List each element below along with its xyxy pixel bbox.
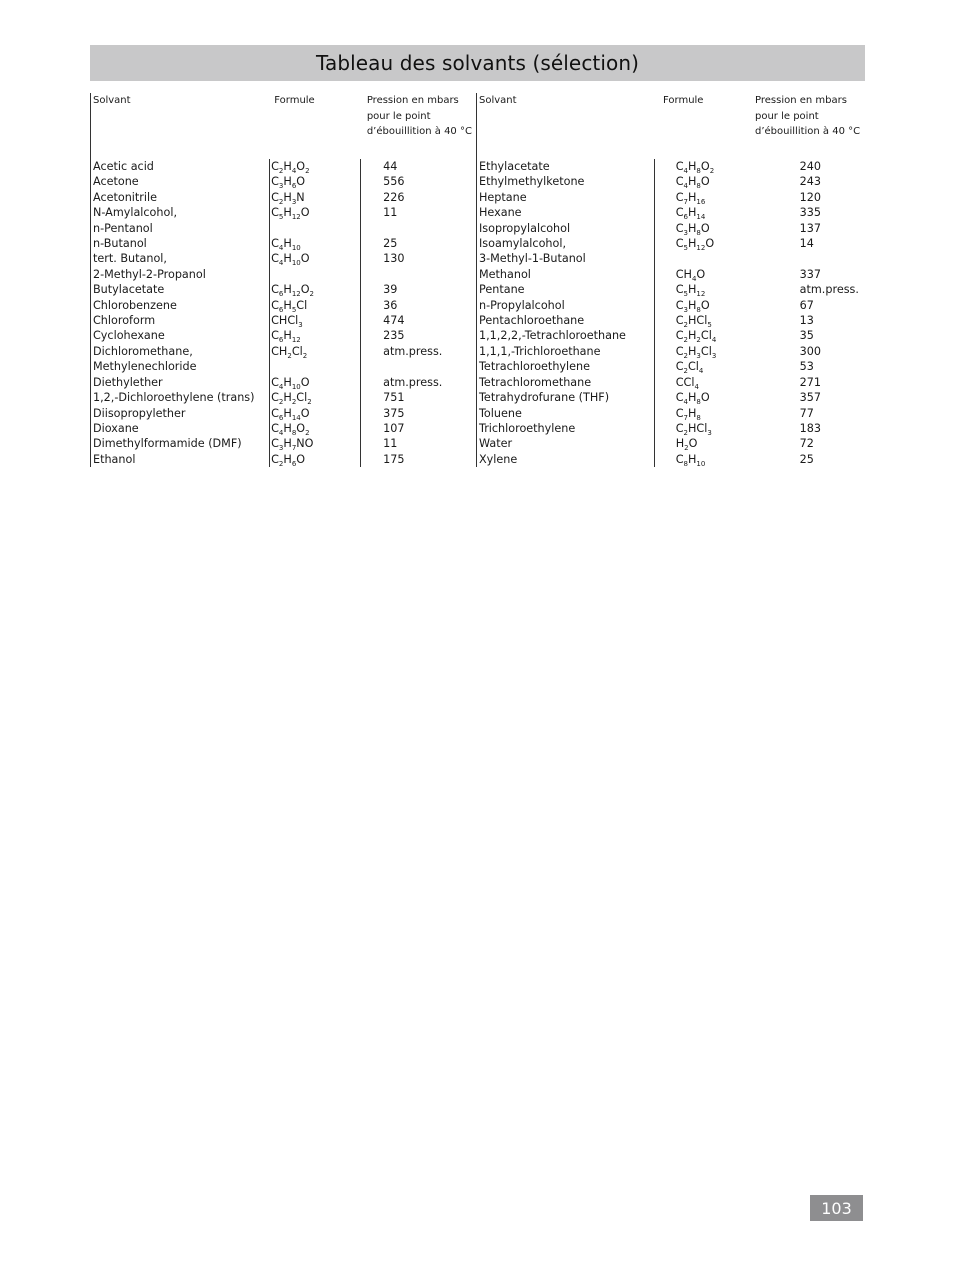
header-pression-line-2: pour le point: [755, 110, 819, 122]
table-row: [477, 452, 868, 467]
solvent-name-line: Methylenechloride: [93, 360, 197, 374]
solvent-formula: CCl$_4$: [654, 375, 800, 390]
solvent-name-line: n-Butanol: [93, 237, 147, 251]
solvent-name: [91, 328, 269, 343]
solvent-formula: $C_3H_7NO$: [269, 436, 360, 451]
solvent-formula: $C_6H_{12}O_2$: [269, 282, 360, 297]
solvent-pressure: atm.press.: [360, 344, 474, 375]
table-row: [91, 452, 474, 467]
header-solvant: Solvant: [479, 95, 517, 106]
solvent-name: [91, 390, 269, 405]
solvent-name-line: Chlorobenzene: [93, 298, 177, 312]
header-formule: Formule: [274, 95, 315, 106]
solvent-name-line: n-Pentanol: [93, 221, 153, 235]
table-row: [91, 436, 474, 451]
table-row: [91, 190, 474, 205]
header-solvant: Solvant: [93, 95, 131, 106]
solvent-name-line: Tetrachloromethane: [479, 375, 592, 389]
solvent-name: [477, 406, 654, 421]
solvent-name-line: Chloroform: [93, 314, 156, 328]
header-pression: [367, 93, 474, 159]
solvent-pressure: 11: [360, 205, 474, 236]
solvent-name: [91, 282, 269, 297]
table-row: [91, 406, 474, 421]
solvent-formula: $CH_4O$: [654, 267, 800, 282]
solvent-pressure: 53: [799, 360, 814, 374]
solvent-name-line: 2-Methyl-2-Propanol: [93, 267, 206, 281]
solvent-name: [477, 174, 654, 189]
solvent-name: [91, 251, 269, 282]
solvent-name-line: Cyclohexane: [93, 329, 165, 343]
solvent-name: [477, 313, 654, 328]
solvent-formula: CHCl$_3$: [269, 313, 360, 328]
table-row: [477, 190, 868, 205]
solvent-name-line: Trichloroethylene: [479, 421, 576, 435]
solvent-formula: $C_2H_2Cl_2$: [269, 390, 360, 405]
solvent-name-line: Pentane: [479, 283, 525, 297]
table-row: [477, 436, 868, 451]
solvent-pressure: atm.press.: [799, 283, 859, 297]
solvent-formula: $C_7H_{16}$: [654, 190, 800, 205]
solvent-name: [477, 221, 654, 236]
solvent-name-line: 1,1,1,-Trichloroethane: [479, 344, 601, 358]
solvent-pressure: 243: [799, 175, 822, 189]
solvent-name-line: Dioxane: [93, 421, 139, 435]
solvent-formula: $C_6H_5Cl$: [269, 298, 360, 313]
solvent-pressure: 67: [799, 298, 814, 312]
solvent-formula: $C_5H_{12}O$: [654, 236, 800, 267]
table-row: [91, 251, 474, 282]
solvent-name-line: Tetrachloroethylene: [479, 360, 590, 374]
solvent-pressure: 13: [799, 314, 814, 328]
table-row: [477, 205, 868, 220]
table-row: [477, 390, 868, 405]
solvent-formula: $C_5H_{12}O$: [269, 205, 360, 236]
table-row: [477, 375, 868, 390]
solvent-formula: $C_4H_8O$: [654, 174, 800, 189]
solvent-name-line: 1,1,2,2,-Tetrachloroethane: [479, 329, 626, 343]
table-row: [477, 298, 868, 313]
solvent-formula: $C_2HCl_3$: [654, 421, 800, 436]
solvent-name-line: tert. Butanol,: [93, 252, 167, 266]
solvent-name-line: n-Propylalcohol: [479, 298, 565, 312]
header-pression-line-3: d’ébouillition à 40 °C: [366, 126, 472, 137]
solvent-name: [477, 282, 654, 297]
solvent-pressure: 335: [799, 206, 822, 220]
table-row: [477, 359, 868, 374]
solvent-name: [477, 452, 654, 467]
page-number: 103: [810, 1195, 863, 1221]
solvent-name-line: Diisopropylether: [93, 406, 186, 420]
table-row: [477, 344, 868, 359]
solvent-pressure: 11: [360, 436, 474, 451]
solvent-pressure: 474: [360, 313, 474, 328]
solvent-formula: $C_7H_8$: [654, 406, 800, 421]
solvent-pressure: 337: [799, 267, 822, 281]
solvent-name: [91, 344, 269, 375]
solvent-name-line: Isoamylalcohol,: [479, 237, 567, 251]
solvent-name: [477, 190, 654, 205]
solvent-name: [477, 267, 654, 282]
solvent-pressure: 107: [360, 421, 474, 436]
table-row: [477, 406, 868, 421]
solvent-pressure: 36: [360, 298, 474, 313]
header-pression-line-2: pour le point: [366, 110, 431, 122]
solvent-pressure: 137: [799, 221, 822, 235]
solvent-formula: $C_2Cl_4$: [654, 359, 800, 374]
solvent-pressure: 271: [799, 375, 822, 389]
solvent-name-line: Dimethylformamide (DMF): [93, 437, 242, 451]
solvent-name: [91, 313, 269, 328]
solvent-table-right: [476, 93, 868, 467]
table-header: [90, 93, 474, 159]
header-pression: [755, 93, 865, 159]
solvent-pressure: 235: [360, 328, 474, 343]
solvent-formula: $C_3H_8O$: [654, 298, 800, 313]
solvent-name: [91, 190, 269, 205]
solvent-pressure: 226: [360, 190, 474, 205]
solvent-name: [477, 359, 654, 374]
solvent-formula: $CH_2Cl_2$: [269, 344, 360, 375]
solvent-name-line: Butylacetate: [93, 283, 165, 297]
solvent-name-line: Tetrahydrofurane (THF): [479, 391, 610, 405]
solvent-formula: $C_2H_6O$: [269, 452, 360, 467]
solvent-formula: $C_6H_{14}O$: [269, 406, 360, 421]
solvent-formula: $H_2O$: [654, 436, 800, 451]
solvent-name-line: Toluene: [479, 406, 522, 420]
solvent-pressure: 14: [799, 237, 814, 251]
solvent-name: [477, 344, 654, 359]
header-pression-line-3: d’ébouillition à 40 °C: [755, 126, 861, 137]
solvent-formula: $C_2H_3N$: [269, 190, 360, 205]
solvent-name: [91, 452, 269, 467]
solvent-name-line: Methanol: [479, 267, 531, 281]
solvent-name: [477, 236, 654, 267]
table-row: [477, 174, 868, 189]
solvent-name: [91, 205, 269, 236]
solvent-pressure: 175: [360, 452, 474, 467]
solvent-name-line: Ethylacetate: [479, 160, 550, 173]
solvent-formula: $C_6H_{12}$: [269, 328, 360, 343]
solvent-formula: $C_2HCl_5$: [654, 313, 800, 328]
table-row: [91, 282, 474, 297]
solvent-name-line: Hexane: [479, 206, 522, 220]
solvent-name: [91, 375, 269, 390]
solvent-name-line: Diethylether: [93, 375, 163, 389]
table-row: [91, 174, 474, 189]
solvent-pressure: 751: [360, 390, 474, 405]
solvent-formula: $C_2H_2Cl_4$: [654, 328, 800, 343]
solvent-name-line: Ethylmethylketone: [479, 175, 585, 189]
solvent-name-line: 1,2,-Dichloroethylene (trans): [93, 391, 255, 405]
table-row: [91, 390, 474, 405]
solvent-name: [477, 421, 654, 436]
solvent-name-line: Acetic acid: [93, 160, 154, 173]
table-row: [91, 344, 474, 375]
solvent-formula: $C_4H_{10}O$: [269, 375, 360, 390]
table-row: [91, 313, 474, 328]
solvent-name: [91, 298, 269, 313]
solvent-pressure: 120: [799, 190, 822, 204]
table-row: [477, 421, 868, 436]
solvent-pressure: 183: [799, 421, 822, 435]
solvent-name-line: Xylene: [479, 452, 518, 466]
solvent-name: [477, 298, 654, 313]
table-body: [476, 159, 868, 467]
solvent-formula: $C_2H_4O_2$: [269, 159, 360, 174]
solvent-pressure: 300: [799, 344, 822, 358]
table-header: [476, 93, 868, 159]
solvent-name: [91, 159, 269, 174]
solvent-formula: $C_4H_8O_2$: [269, 421, 360, 436]
solvent-name-line: Acetone: [93, 175, 139, 189]
solvent-name-line: Pentachloroethane: [479, 314, 585, 328]
table-row: [91, 421, 474, 436]
solvent-name: [477, 159, 654, 174]
solvent-pressure: 72: [799, 437, 814, 451]
solvent-pressure: 375: [360, 406, 474, 421]
table-row: [91, 236, 474, 251]
solvent-name-line: 3-Methyl-1-Butanol: [479, 252, 586, 266]
solvent-pressure: atm.press.: [360, 375, 474, 390]
solvent-formula: $C_8H_{10}$: [654, 452, 800, 467]
solvent-name: [91, 436, 269, 451]
solvent-formula: $C_4H_8O_2$: [654, 159, 800, 174]
solvent-pressure: 240: [799, 160, 822, 173]
solvent-name: [477, 375, 654, 390]
solvent-name: [91, 174, 269, 189]
solvent-name-line: Ethanol: [93, 452, 136, 466]
table-row: [477, 159, 868, 174]
solvent-name-line: N-Amylalcohol,: [93, 206, 177, 220]
solvent-pressure: 77: [799, 406, 814, 420]
table-row: [91, 159, 474, 174]
table-row: [477, 267, 868, 282]
solvent-name-line: Isopropylalcohol: [479, 221, 571, 235]
solvent-pressure: 39: [360, 282, 474, 297]
solvent-name: [91, 421, 269, 436]
solvent-table-left: [90, 93, 474, 467]
solvent-formula: $C_3H_8O$: [654, 221, 800, 236]
solvent-name-line: Water: [479, 437, 513, 451]
solvent-pressure: 44: [360, 159, 474, 174]
solvent-name: [477, 205, 654, 220]
solvent-formula: $C_4H_{10}$: [269, 236, 360, 251]
table-row: [91, 205, 474, 236]
solvent-name: [477, 390, 654, 405]
solvent-name: [477, 328, 654, 343]
solvent-name-line: Dichloromethane,: [93, 344, 193, 358]
page-title: Tableau des solvants (sélection): [315, 51, 640, 75]
solvent-name-line: Heptane: [479, 190, 527, 204]
solvent-name: [477, 436, 654, 451]
table-row: [477, 236, 868, 267]
solvent-pressure: 357: [799, 391, 822, 405]
table-row: [477, 328, 868, 343]
solvent-name-line: Acetonitrile: [93, 190, 158, 204]
solvent-pressure: 25: [799, 452, 814, 466]
table-row: [91, 298, 474, 313]
solvent-formula: $C_3H_6O$: [269, 174, 360, 189]
table-row: [477, 221, 868, 236]
solvent-formula: $C_6H_{14}$: [654, 205, 800, 220]
solvent-formula: $C_4H_8O$: [654, 390, 800, 405]
title-bar: [90, 45, 865, 81]
solvent-formula: $C_5H_{12}$: [654, 282, 800, 297]
solvent-pressure: 35: [799, 329, 814, 343]
header-pression-line-1: Pression en mbars: [755, 95, 847, 106]
solvent-formula: $C_2H_3Cl_3$: [654, 344, 800, 359]
header-formule: Formule: [663, 95, 704, 106]
table-row: [91, 375, 474, 390]
solvent-name: [91, 236, 269, 251]
table-row: [477, 282, 868, 297]
table-body: [90, 159, 474, 467]
solvent-formula: $C_4H_{10}O$: [269, 251, 360, 282]
header-pression-line-1: Pression en mbars: [366, 95, 459, 106]
solvent-pressure: 25: [360, 236, 474, 251]
solvent-pressure: 130: [360, 251, 474, 282]
table-row: [477, 313, 868, 328]
solvent-name: [91, 406, 269, 421]
solvent-pressure: 556: [360, 174, 474, 189]
table-row: [91, 328, 474, 343]
